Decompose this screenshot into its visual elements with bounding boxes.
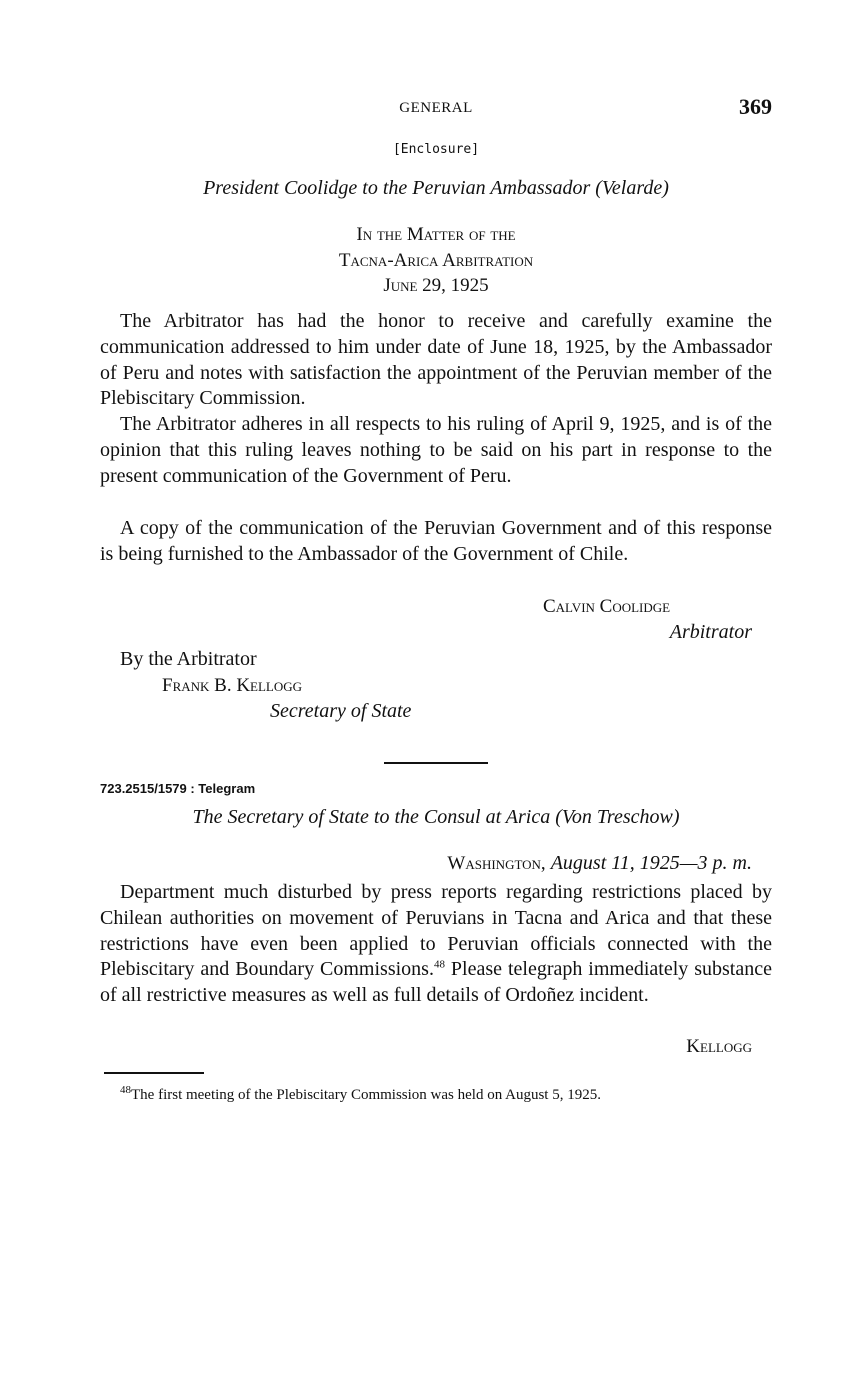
matter-heading-line1: In the Matter of the (356, 224, 516, 245)
signature-title: Arbitrator (669, 621, 752, 643)
telegram-body: Department much disturbed by press reports regarding restrictions placed by Chilean authorities on movement of Peruvians in Tacna and Arica and that these restrictions have even been applied to Peruvian officials connected with the Plebiscitary and Boundary Commissions.$^{48}$ Please telegraph immediately substance of all restrictive measures as well as full details of Ordoñez incident. (100, 881, 772, 1007)
footnote-rule (104, 1072, 204, 1074)
dateline-date: August 11, 1925—3 p. m. (550, 852, 752, 874)
section-divider (384, 762, 488, 764)
paragraph-1: The Arbitrator has had the honor to receive and carefully examine the communication addressed to him under date of June 18, 1925, by the Ambassador of Peru and notes with satisfaction the appointment of the Peruvian member of the Plebiscitary Commission. (100, 310, 772, 410)
telegram-signature: Kellogg (686, 1036, 752, 1057)
matter-heading-line2: Tacna-Arica Arbitration (338, 250, 534, 271)
dateline (447, 852, 752, 875)
file-number: 723.2515/1579 : Telegram (100, 781, 256, 796)
second-document-title: The Secretary of State to the Consul at Arica (Von Treschow) (192, 806, 680, 828)
countersign-title: Secretary of State (270, 700, 412, 722)
enclosure-label: [Enclosure] (392, 142, 480, 157)
by-line: By the Arbitrator (120, 648, 257, 670)
footnote (100, 1086, 772, 1105)
footnote-marker: 48 (120, 1084, 131, 1096)
footnote-text: The first meeting of the Plebiscitary Commission was held on August 5, 1925. (131, 1087, 601, 1103)
dateline-place: Washington, (447, 853, 546, 874)
footnote-reference: 48 (433, 958, 445, 971)
matter-date: June 29, 1925 (383, 275, 489, 296)
running-head: GENERAL (399, 100, 473, 116)
paragraph-3: A copy of the communication of the Peruvian Government and of this response is being furnished to the Ambassador of the Government of Chile. (100, 517, 772, 565)
first-document-title: President Coolidge to the Peruvian Ambassador (Velarde) (203, 177, 669, 199)
page-number: 369 (739, 94, 772, 119)
document-page (100, 0, 772, 1380)
signature-name: Calvin Coolidge (543, 596, 671, 617)
countersign-name: Frank B. Kellogg (162, 675, 303, 696)
paragraph-2: The Arbitrator adheres in all respects to his ruling of April 9, 1925, and is of the opinion that this ruling leaves nothing to be said on his part in response to the present communication of the Government of Peru. (100, 413, 772, 487)
